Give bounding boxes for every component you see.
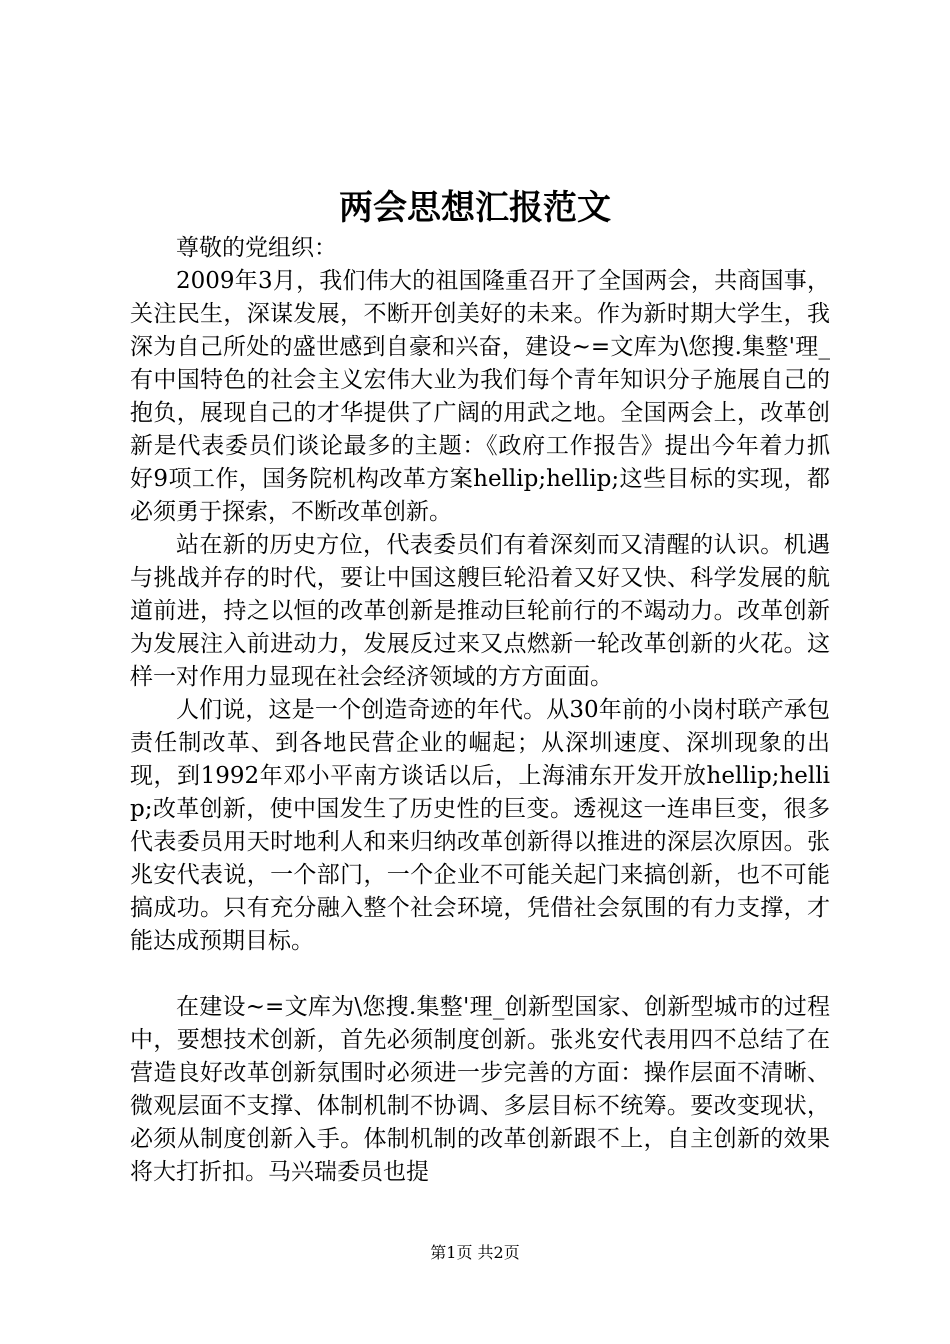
paragraph-4: 在建设~=文库为\您搜.集整'理_创新型国家、创新型城市的过程中，要想技术创新，首先必须制度创新。张兆安代表用四不总结了在营造良好改革创新氛围时必须进一步完善的方面：操作层面不清晰、微观层面不支撑、体制机制不协调、多层目标不统筹。要改变现状，必须从制度创新入手。体制机制的改革创新跟不上，自主创新的效果将大打折扣。马兴瑞委员也提: [130, 994, 830, 1185]
paragraph-3: 人们说，这是一个创造奇迹的年代。从30年前的小岗村联产承包责任制改革、到各地民营企业的崛起；从深圳速度、深圳现象的出现，到1992年邓小平南方谈话以后，上海浦东开发开放hellip;hellip;改革创新，使中国发生了历史性的巨变。透视这一连串巨变，很多代表委员用天时地利人和来归纳改革创新得以推进的深层次原因。张兆安代表说，一个部门，一个企业不可能关起门来搞创新，也不可能搞成功。只有充分融入整个社会环境，凭借社会氛围的有力支撑，才能达成预期目标。: [130, 697, 830, 954]
page-footer: 第1页 共2页: [430, 1243, 520, 1262]
paragraph-1: 2009年3月，我们伟大的祖国隆重召开了全国两会，共商国事，关注民生，深谋发展，不断开创美好的未来。作为新时期大学生，我深为自己所处的盛世感到自豪和兴奋，建设~=文库为\您搜.集整'理_有中国特色的社会主义宏伟大业为我们每个青年知识分子施展自己的抱负，展现自己的才华提供了广阔的用武之地。全国两会上，改革创新是代表委员们谈论最多的主题：《政府工作报告》提出今年着力抓好9项工作，国务院机构改革方案hellip;hellip;这些目标的实现，都必须勇于探索，不断改革创新。: [130, 268, 830, 525]
document-title: 两会思想汇报范文: [339, 188, 611, 228]
document-body: [130, 232, 830, 1189]
paragraph-2: 站在新的历史方位，代表委员们有着深刻而又清醒的认识。机遇与挑战并存的时代，要让中国这艘巨轮沿着又好又快、科学发展的航道前进，持之以恒的改革创新是推动巨轮前行的不竭动力。改革创新为发展注入前进动力，发展反过来又点燃新一轮改革创新的火花。这样一对作用力显现在社会经济领域的方方面面。: [130, 532, 830, 690]
salutation: 尊敬的党组织：: [176, 235, 337, 261]
